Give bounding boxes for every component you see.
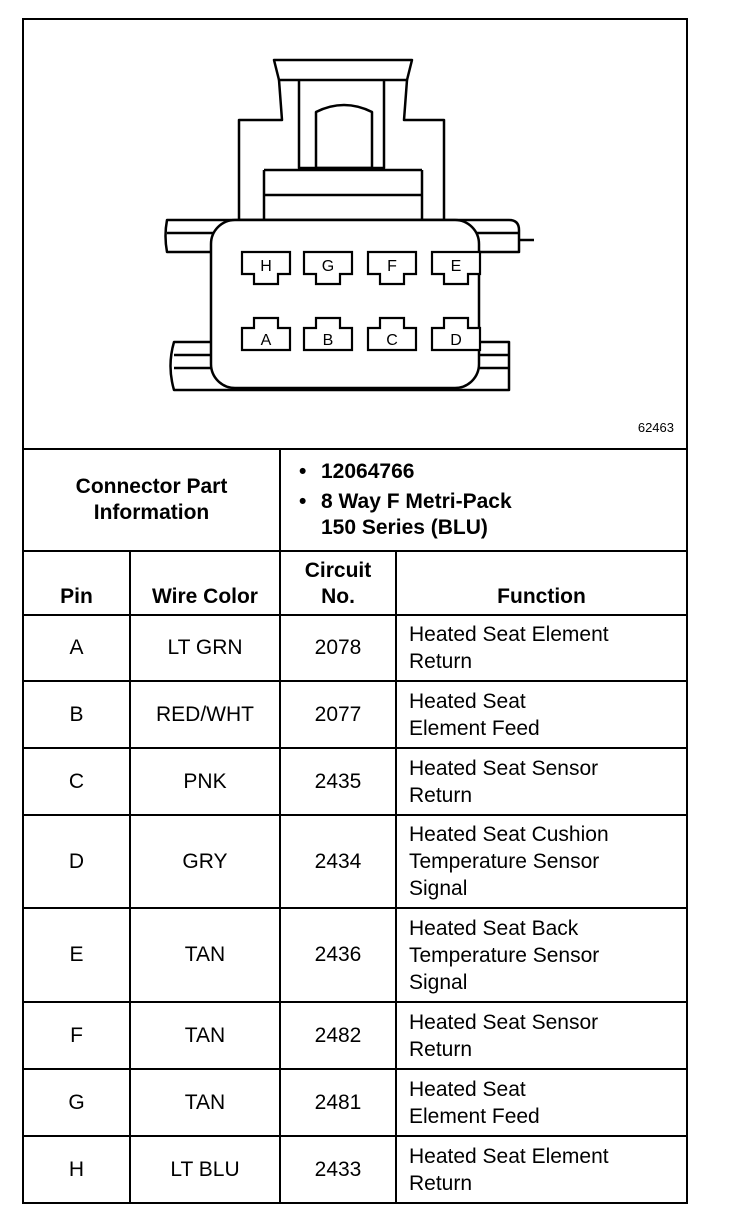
pin-cell: A (24, 615, 130, 681)
function-cell (396, 748, 686, 815)
table-row (24, 615, 686, 681)
function-line: Temperature Sensor (409, 943, 600, 967)
function-line: Signal (409, 970, 468, 994)
circuit-cell: 2434 (280, 815, 396, 908)
pin-cell: C (24, 748, 130, 815)
function-cell (396, 615, 686, 681)
connector-info-row (24, 449, 686, 551)
function-line: Signal (409, 877, 468, 900)
circuit-cell: 2482 (280, 1002, 396, 1069)
function-line: Return (409, 1171, 473, 1195)
pin-cell: H (24, 1136, 130, 1202)
pin-label: A (260, 332, 272, 349)
pin-cell: E (24, 908, 130, 1002)
circuit-cell: 2436 (280, 908, 396, 1002)
circuit-cell: 2435 (280, 748, 396, 815)
table-row (24, 1136, 686, 1202)
table-row (24, 681, 686, 748)
pin-label: E (450, 258, 462, 275)
connector-type: • 8 Way F Metri-Pack 150 Series (BLU) (321, 489, 686, 541)
wire-color-cell: TAN (130, 1069, 280, 1136)
connector-diagram (24, 20, 686, 450)
connector-frame (22, 18, 688, 1204)
function-line: Heated Seat (409, 689, 526, 713)
pin-label: B (322, 332, 334, 349)
function-line: Heated Seat Sensor (409, 1010, 599, 1034)
wire-color-cell: LT GRN (130, 615, 280, 681)
circuit-cell: 2077 (280, 681, 396, 748)
table-row (24, 1069, 686, 1136)
function-header: Function (396, 551, 686, 615)
pin-cell: F (24, 1002, 130, 1069)
pin-cell: G (24, 1069, 130, 1136)
pin-header: Pin (24, 551, 130, 615)
wire-color-cell: GRY (130, 815, 280, 908)
wire-color-cell: TAN (130, 1002, 280, 1069)
function-line: Element Feed (409, 1104, 540, 1128)
circuit-cell: 2433 (280, 1136, 396, 1202)
wire-color-header: Wire Color (130, 551, 280, 615)
connector-latch (239, 80, 444, 220)
function-line: Heated Seat (409, 1077, 526, 1101)
pin-cell: B (24, 681, 130, 748)
function-cell (396, 1002, 686, 1069)
pin-label: F (387, 258, 397, 275)
function-line: Heated Seat Sensor (409, 756, 599, 780)
table-row (24, 815, 686, 908)
table-row (24, 748, 686, 815)
connector-drawing (24, 20, 686, 448)
pin-label: D (450, 332, 462, 349)
function-cell (396, 908, 686, 1002)
function-line: Temperature Sensor (409, 850, 600, 873)
pin-label: C (386, 332, 398, 349)
function-line: Return (409, 650, 473, 673)
circuit-cell: 2481 (280, 1069, 396, 1136)
pin-label: H (260, 258, 272, 275)
wire-color-cell: RED/WHT (130, 681, 280, 748)
function-line: Heated Seat Element (409, 623, 609, 646)
function-line: Heated Seat Element (409, 1144, 609, 1168)
wire-color-cell: TAN (130, 908, 280, 1002)
connector-info-list (280, 449, 686, 551)
wire-color-cell: LT BLU (130, 1136, 280, 1202)
connector-pinout-table (24, 448, 686, 1202)
circuit-cell: 2078 (280, 615, 396, 681)
connector-body (211, 220, 479, 388)
diagram-reference-number: 62463 (637, 420, 674, 435)
table-row (24, 1002, 686, 1069)
function-cell (396, 1136, 686, 1202)
part-number: • 12064766 (321, 459, 686, 485)
connector-info-label: Connector Part Information (24, 449, 280, 551)
pin-cell: D (24, 815, 130, 908)
function-cell (396, 1069, 686, 1136)
function-line: Element Feed (409, 716, 540, 740)
function-line: Return (409, 783, 473, 807)
wire-color-cell: PNK (130, 748, 280, 815)
function-line: Heated Seat Cushion (409, 823, 609, 846)
table-header-row (24, 551, 686, 615)
function-line: Return (409, 1037, 473, 1061)
pin-label: G (321, 258, 335, 275)
function-cell (396, 681, 686, 748)
table-row (24, 908, 686, 1002)
circuit-header: Circuit No. (280, 551, 396, 615)
function-cell (396, 815, 686, 908)
function-line: Heated Seat Back (409, 916, 579, 940)
